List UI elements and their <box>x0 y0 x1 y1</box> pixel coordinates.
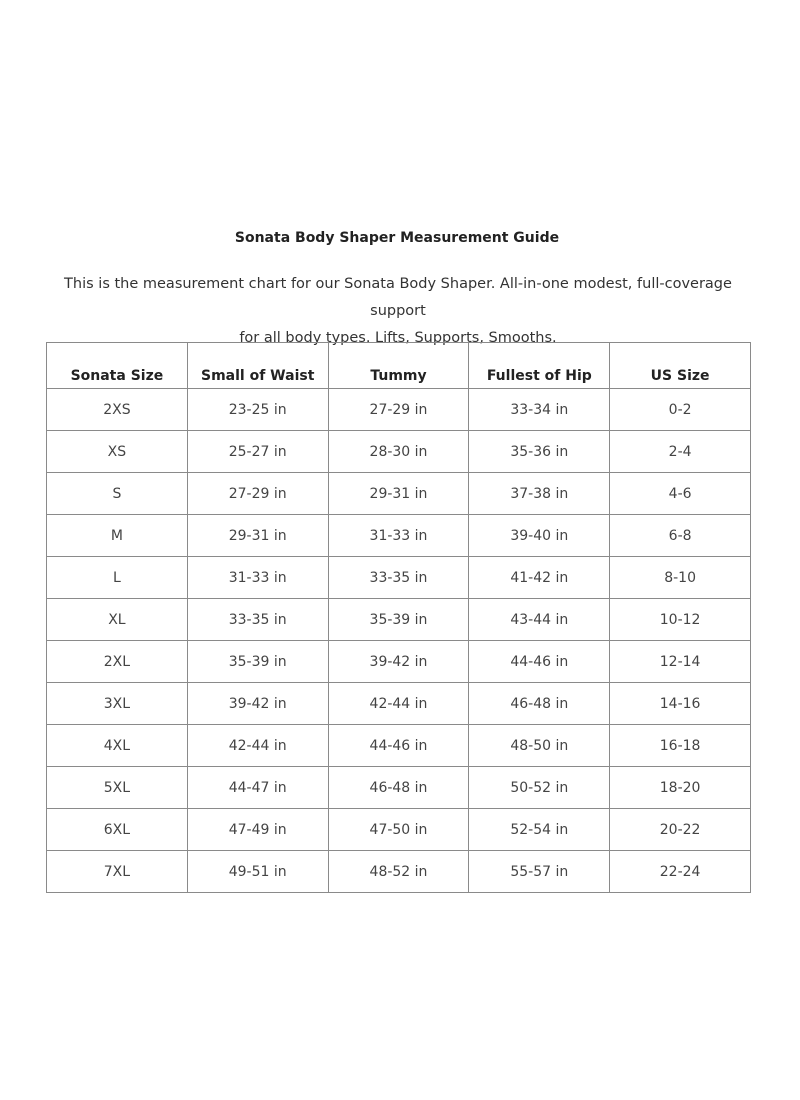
cell-sonata-size: 6XL <box>47 809 188 851</box>
table-row <box>47 557 751 599</box>
table-row <box>47 683 751 725</box>
table-header-row <box>47 343 751 389</box>
table-body <box>47 389 751 893</box>
page-title: Sonata Body Shaper Measurement Guide <box>234 230 560 246</box>
table-row <box>47 515 751 557</box>
cell-fullest-of-hip: 44-46 in <box>469 641 610 683</box>
table-row <box>47 767 751 809</box>
cell-fullest-of-hip: 52-54 in <box>469 809 610 851</box>
cell-fullest-of-hip: 48-50 in <box>469 725 610 767</box>
cell-tummy: 29-31 in <box>328 473 469 515</box>
description <box>48 271 748 352</box>
cell-tummy: 44-46 in <box>328 725 469 767</box>
table-row <box>47 389 751 431</box>
cell-us-size: 20-22 <box>610 809 751 851</box>
table-row <box>47 851 751 893</box>
cell-tummy: 46-48 in <box>328 767 469 809</box>
cell-us-size: 8-10 <box>610 557 751 599</box>
header-sonata-size: Sonata Size <box>47 343 188 389</box>
cell-tummy: 42-44 in <box>328 683 469 725</box>
header-us-size: US Size <box>610 343 751 389</box>
description-line-2: for all body types. Lifts, Supports, Smooths. <box>239 330 557 346</box>
table-row <box>47 809 751 851</box>
cell-us-size: 16-18 <box>610 725 751 767</box>
header-tummy: Tummy <box>328 343 469 389</box>
cell-tummy: 47-50 in <box>328 809 469 851</box>
table-row <box>47 473 751 515</box>
cell-tummy: 27-29 in <box>328 389 469 431</box>
cell-sonata-size: 7XL <box>47 851 188 893</box>
cell-small-of-waist: 29-31 in <box>187 515 328 557</box>
cell-tummy: 39-42 in <box>328 641 469 683</box>
cell-sonata-size: M <box>47 515 188 557</box>
cell-small-of-waist: 42-44 in <box>187 725 328 767</box>
size-chart-table <box>46 342 751 893</box>
cell-sonata-size: L <box>47 557 188 599</box>
table-row <box>47 431 751 473</box>
cell-sonata-size: 3XL <box>47 683 188 725</box>
cell-tummy: 28-30 in <box>328 431 469 473</box>
cell-us-size: 2-4 <box>610 431 751 473</box>
cell-tummy: 48-52 in <box>328 851 469 893</box>
cell-small-of-waist: 49-51 in <box>187 851 328 893</box>
table-row <box>47 599 751 641</box>
header-fullest-of-hip: Fullest of Hip <box>469 343 610 389</box>
table-row <box>47 641 751 683</box>
cell-sonata-size: S <box>47 473 188 515</box>
cell-small-of-waist: 44-47 in <box>187 767 328 809</box>
cell-fullest-of-hip: 37-38 in <box>469 473 610 515</box>
cell-us-size: 4-6 <box>610 473 751 515</box>
cell-small-of-waist: 39-42 in <box>187 683 328 725</box>
cell-sonata-size: XL <box>47 599 188 641</box>
cell-us-size: 12-14 <box>610 641 751 683</box>
cell-fullest-of-hip: 43-44 in <box>469 599 610 641</box>
cell-tummy: 33-35 in <box>328 557 469 599</box>
table-row <box>47 725 751 767</box>
cell-tummy: 31-33 in <box>328 515 469 557</box>
cell-us-size: 18-20 <box>610 767 751 809</box>
cell-small-of-waist: 23-25 in <box>187 389 328 431</box>
cell-us-size: 0-2 <box>610 389 751 431</box>
cell-fullest-of-hip: 55-57 in <box>469 851 610 893</box>
cell-us-size: 10-12 <box>610 599 751 641</box>
cell-small-of-waist: 27-29 in <box>187 473 328 515</box>
cell-us-size: 14-16 <box>610 683 751 725</box>
cell-sonata-size: 2XS <box>47 389 188 431</box>
cell-small-of-waist: 25-27 in <box>187 431 328 473</box>
cell-sonata-size: XS <box>47 431 188 473</box>
cell-fullest-of-hip: 50-52 in <box>469 767 610 809</box>
cell-small-of-waist: 35-39 in <box>187 641 328 683</box>
cell-tummy: 35-39 in <box>328 599 469 641</box>
cell-sonata-size: 5XL <box>47 767 188 809</box>
cell-fullest-of-hip: 35-36 in <box>469 431 610 473</box>
cell-fullest-of-hip: 41-42 in <box>469 557 610 599</box>
cell-sonata-size: 4XL <box>47 725 188 767</box>
header-small-of-waist: Small of Waist <box>187 343 328 389</box>
cell-fullest-of-hip: 46-48 in <box>469 683 610 725</box>
description-line-1: This is the measurement chart for our Sonata Body Shaper. All-in-one modest, full-coverage support <box>64 276 732 319</box>
cell-small-of-waist: 31-33 in <box>187 557 328 599</box>
cell-fullest-of-hip: 39-40 in <box>469 515 610 557</box>
cell-small-of-waist: 33-35 in <box>187 599 328 641</box>
cell-us-size: 6-8 <box>610 515 751 557</box>
cell-fullest-of-hip: 33-34 in <box>469 389 610 431</box>
cell-small-of-waist: 47-49 in <box>187 809 328 851</box>
cell-sonata-size: 2XL <box>47 641 188 683</box>
cell-us-size: 22-24 <box>610 851 751 893</box>
